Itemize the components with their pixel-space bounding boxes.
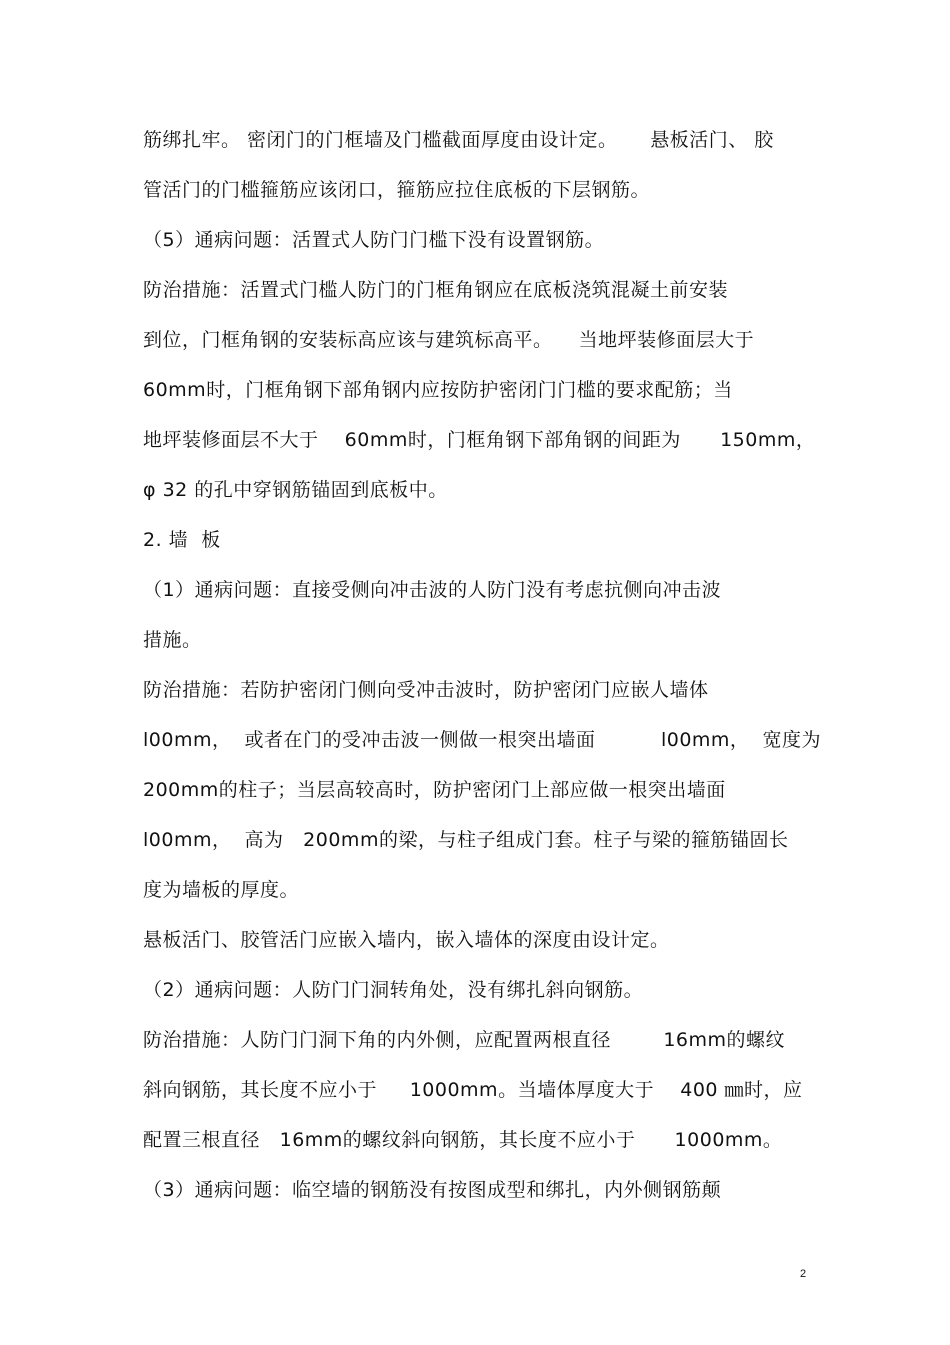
text-line: 防治措施：若防护密闭门侧向受冲击波时，防护密闭门应嵌人墙体 bbox=[143, 679, 709, 701]
text-line: 悬板活门、胶管活门应嵌入墙内，嵌入墙体的深度由设计定。 bbox=[143, 929, 670, 951]
text-line: 200mm的柱子；当层高较高时，防护密闭门上部应做一根突出墙面 bbox=[143, 779, 726, 801]
text-line: （1）通病问题：直接受侧向冲击波的人防门没有考虑抗侧向冲击波 bbox=[143, 579, 722, 601]
text-line: 到位，门框角钢的安装标高应该与建筑标高平。 当地坪装修面层大于 bbox=[143, 329, 755, 351]
text-line: 60mm时，门框角钢下部角钢内应按防护密闭门门槛的要求配筋；当 bbox=[143, 379, 733, 401]
text-line: 防治措施：活置式门槛人防门的门框角钢应在底板浇筑混凝土前安装 bbox=[143, 279, 729, 301]
text-line: 措施。 bbox=[143, 629, 202, 651]
text-line: l00mm， 或者在门的受冲击波一侧做一根突出墙面 l00mm， 宽度为 bbox=[143, 729, 821, 751]
text-line: （3）通病问题：临空墙的钢筋没有按图成型和绑扎，内外侧钢筋颠 bbox=[143, 1179, 722, 1201]
text-line: 配置三根直径 16mm的螺纹斜向钢筋，其长度不应小于 1000mm。 bbox=[143, 1129, 783, 1151]
text-line: φ 32 的孔中穿钢筋锚固到底板中。 bbox=[143, 479, 448, 501]
text-line: 度为墙板的厚度。 bbox=[143, 879, 300, 901]
text-line: 筋绑扎牢。 密闭门的门框墙及门槛截面厚度由设计定。 悬板活门、 胶 bbox=[143, 129, 774, 151]
text-line: （5）通病问题：活置式人防门门槛下没有设置钢筋。 bbox=[143, 229, 605, 251]
text-line: （2）通病问题：人防门门洞转角处，没有绑扎斜向钢筋。 bbox=[143, 979, 644, 1001]
text-line: 地坪装修面层不大于 60mm时，门框角钢下部角钢的间距为 150mm， bbox=[143, 429, 816, 451]
page-number: 2 bbox=[800, 1268, 807, 1280]
text-line: 防治措施：人防门门洞下角的内外侧，应配置两根直径 16mm的螺纹 bbox=[143, 1029, 786, 1051]
text-line: l00mm， 高为 200mm的梁，与柱子组成门套。柱子与梁的箍筋锚固长 bbox=[143, 829, 789, 851]
text-line: 管活门的门槛箍筋应该闭口，箍筋应拉住底板的下层钢筋。 bbox=[143, 179, 651, 201]
section-heading: 2. 墙 板 bbox=[143, 529, 221, 551]
text-line: 斜向钢筋，其长度不应小于 1000mm。当墙体厚度大于 400 ㎜时，应 bbox=[143, 1079, 803, 1101]
